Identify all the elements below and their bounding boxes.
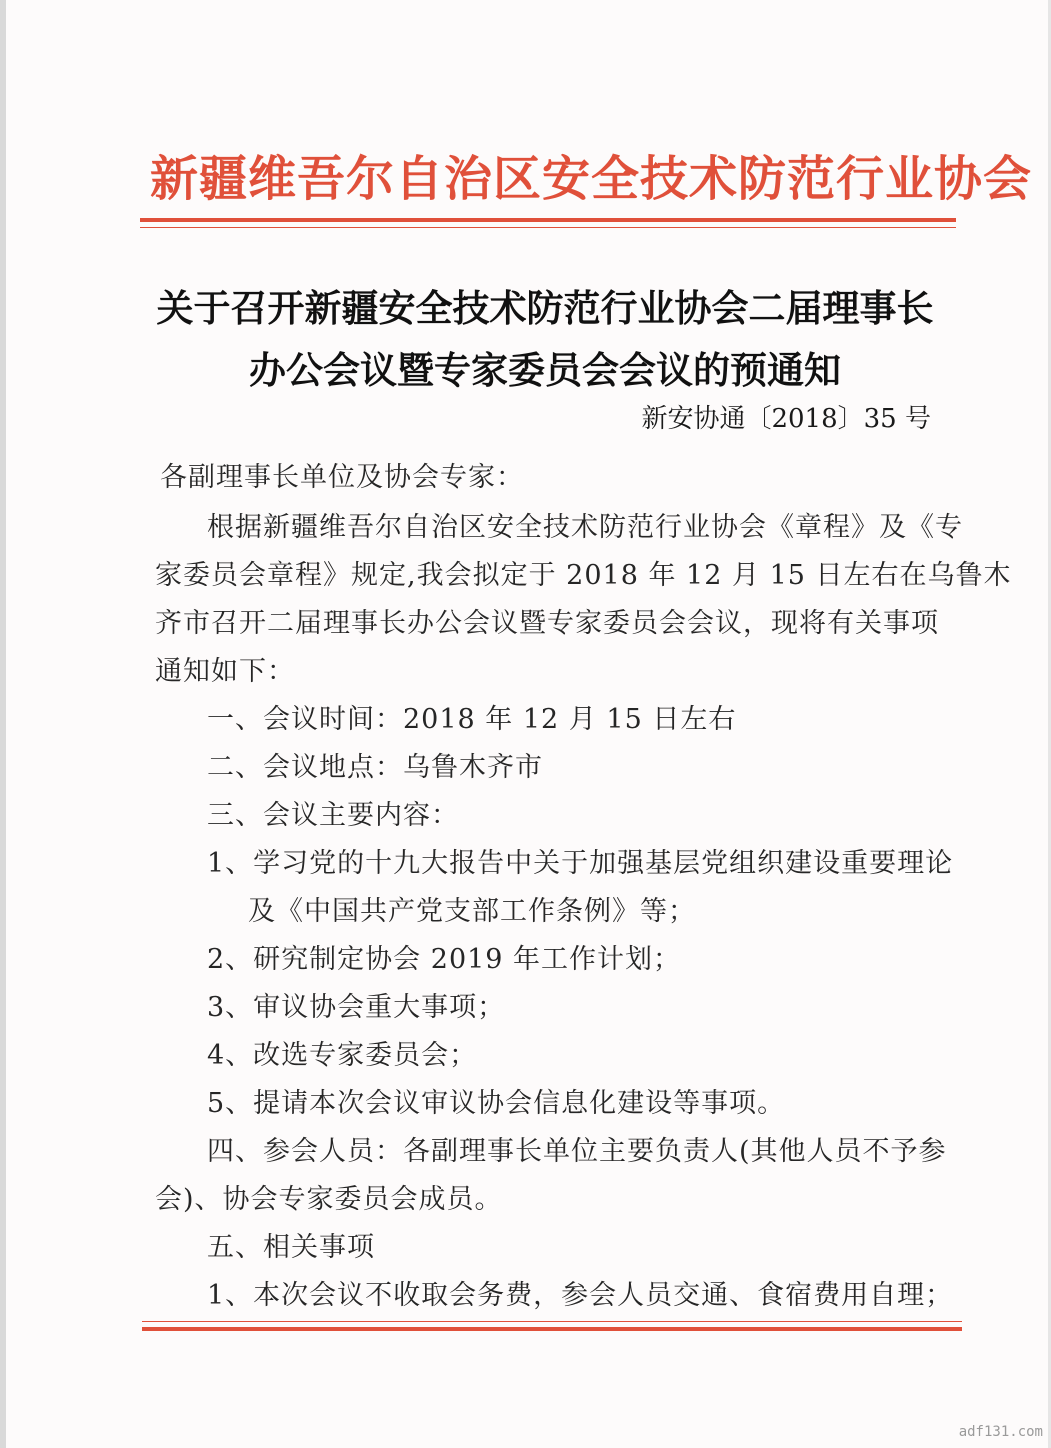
content-list-item: 1、学习党的十九大报告中关于加强基层党组织建设重要理论 (207, 848, 954, 879)
item-meeting-place: 二、会议地点：乌鲁木齐市 (207, 752, 543, 783)
intro-line: 通知如下： (155, 656, 295, 687)
intro-line: 家委员会章程》规定,我会拟定于 2018 年 12 月 15 日左右在乌鲁木 (155, 560, 1012, 591)
header-rule-thin (140, 227, 956, 228)
intro-line: 齐市召开二届理事长办公会议暨专家委员会会议，现将有关事项 (155, 608, 939, 639)
notice-title-line-1: 关于召开新疆安全技术防范行业协会二届理事长 (156, 286, 934, 330)
content-list-item: 及《中国共产党支部工作条例》等； (248, 896, 696, 927)
footer-rule-thin (142, 1321, 962, 1322)
item-related-heading: 五、相关事项 (207, 1232, 375, 1263)
scan-edge-left (0, 0, 6, 1448)
content-list-item: 2、研究制定协会 2019 年工作计划； (207, 944, 682, 975)
watermark: adf131.com (958, 1424, 1043, 1440)
document-number: 新安协通〔2018〕35 号 (641, 404, 931, 434)
notice-title-line-2: 办公会议暨专家委员会会议的预通知 (249, 348, 841, 392)
content-list-item: 5、提请本次会议审议协会信息化建设等事项。 (207, 1088, 786, 1119)
organization-header: 新疆维吾尔自治区安全技术防范行业协会 (150, 151, 1033, 207)
item-attendees: 四、参会人员：各副理事长单位主要负责人(其他人员不予参 (207, 1136, 947, 1167)
item-meeting-content: 三、会议主要内容： (207, 800, 459, 831)
related-item: 1、本次会议不收取会务费，参会人员交通、食宿费用自理； (207, 1280, 954, 1311)
footer-rule-thick (142, 1327, 962, 1331)
salutation: 各副理事长单位及协会专家： (160, 462, 524, 493)
item-meeting-time: 一、会议时间：2018 年 12 月 15 日左右 (207, 704, 737, 735)
item-attendees-continued: 会)、协会专家委员会成员。 (155, 1184, 503, 1215)
content-list-item: 3、审议协会重大事项； (207, 992, 506, 1023)
header-rule-thick (140, 218, 956, 222)
content-list-item: 4、改选专家委员会； (207, 1040, 478, 1071)
intro-line: 根据新疆维吾尔自治区安全技术防范行业协会《章程》及《专 (207, 512, 963, 543)
